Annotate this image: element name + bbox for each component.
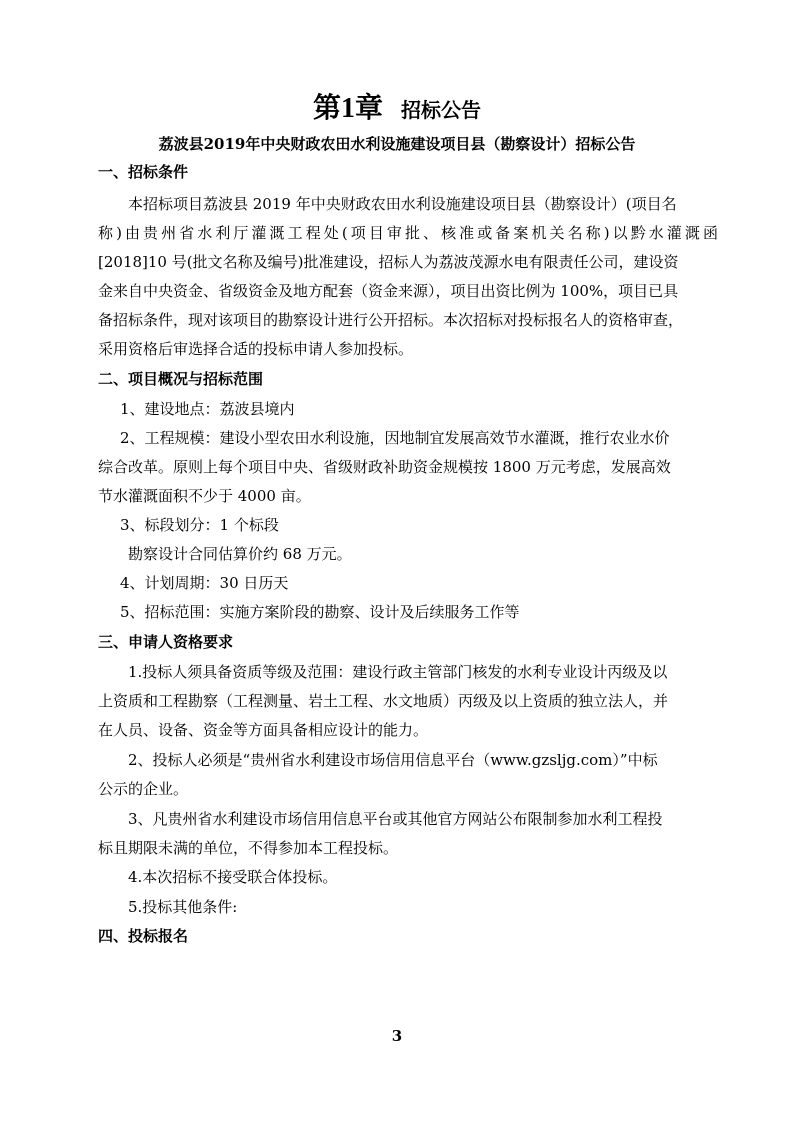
paragraph-line: 5.投标其他条件: [128, 898, 238, 916]
paragraph-line: 称)由贵州省水利厅灌溉工程处(项目审批、核准或备案机关名称)以黔水灌溉函 [98, 224, 718, 242]
chapter-number: 第1章 [312, 93, 383, 124]
paragraph-line: 综合改革。原则上每个项目中央、省级财政补助资金规模按 1800 万元考虑，发展高效 [98, 458, 671, 476]
paragraph-line: 在人员、设备、资金等方面具备相应设计的能力。 [98, 721, 429, 739]
section-heading-3: 三、申请人资格要求 [98, 633, 234, 651]
paragraph-line: 金来自中央资金、省级资金及地方配套（资金来源），项目出资比例为 100%，项目已具 [98, 282, 679, 300]
section-heading-1: 一、招标条件 [98, 163, 189, 181]
paragraph-line: 3、凡贵州省水利建设市场信用信息平台或其他官方网站公布限制参加水利工程投 [128, 810, 663, 828]
section-heading-2: 二、项目概况与招标范围 [98, 370, 264, 388]
paragraph-line: 上资质和工程勘察（工程测量、岩土工程、水文地质）丙级及以上资质的独立法人，并 [98, 692, 669, 710]
paragraph-line: 1、建设地点：荔波县境内 [120, 400, 295, 418]
chapter-title [0, 86, 794, 126]
document-title: 荔波县2019年中央财政农田水利设施建设项目县（勘察设计）招标公告 [158, 135, 636, 153]
paragraph-line: 本招标项目荔波县 2019 年中央财政农田水利设施建设项目县（勘察设计）(项目名 [128, 195, 677, 213]
paragraph-line: 采用资格后审选择合适的投标申请人参加投标。 [98, 340, 414, 358]
paragraph-line: 2、工程规模：建设小型农田水利设施，因地制宜发展高效节水灌溉，推行农业水价 [120, 429, 670, 447]
paragraph-line: 3、标段划分：1 个标段 [120, 516, 279, 534]
paragraph-line: 勘察设计合同估算价约 68 万元。 [128, 545, 352, 563]
page-number: 3 [391, 1027, 403, 1045]
paragraph-line: 备招标条件，现对该项目的勘察设计进行公开招标。本次招标对投标报名人的资格审查， [98, 311, 684, 329]
paragraph-line: 5、招标范围：实施方案阶段的勘察、设计及后续服务工作等 [120, 603, 520, 621]
paragraph-line: 2、投标人必须是“贵州省水利建设市场信用信息平台（www.gzsljg.com）”中标 [128, 751, 658, 769]
paragraph-line: [2018]10 号(批文名称及编号)批准建设，招标人为荔波茂源水电有限责任公司，建设资 [98, 253, 679, 271]
paragraph-line: 4.本次招标不接受联合体投标。 [128, 868, 338, 886]
paragraph-line: 节水灌溉面积不少于 4000 亩。 [98, 487, 311, 505]
paragraph-line: 1.投标人须具备资质等级及范围：建设行政主管部门核发的水利专业设计丙级及以 [128, 663, 668, 681]
paragraph-line: 4、计划周期：30 日历天 [120, 574, 289, 592]
section-heading-4: 四、投标报名 [98, 927, 189, 945]
chapter-name: 招标公告 [401, 100, 481, 122]
paragraph-line: 公示的企业。 [98, 780, 189, 798]
paragraph-line: 标且期限未满的单位，不得参加本工程投标。 [98, 839, 399, 857]
